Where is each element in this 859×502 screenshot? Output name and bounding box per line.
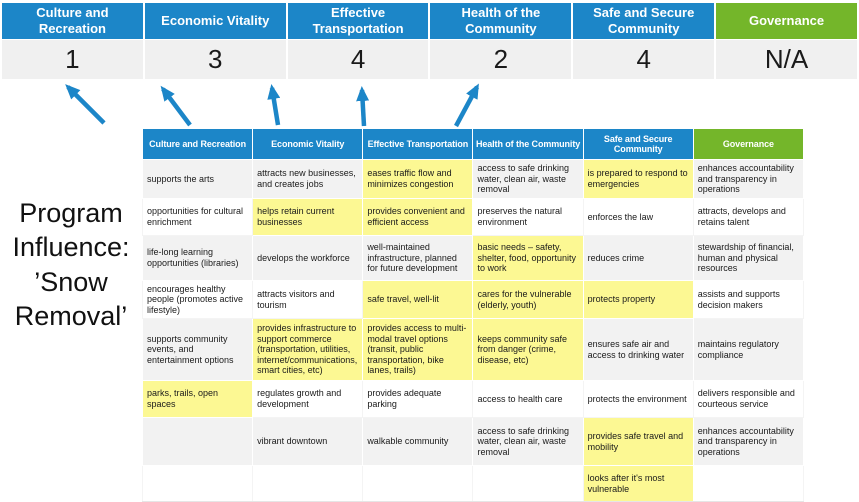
influence-matrix [142,128,804,502]
summary-column-culture-and-recreation [2,3,143,79]
table-row [143,199,804,236]
up-arrow-icon-transportation [272,88,278,125]
matrix-cell: reduces crime [583,236,693,281]
summary-score-economic-vitality: 3 [145,40,286,79]
matrix-header-safe-and-secure-community: Safe and Secure Community [583,129,693,160]
summary-header-effective-transportation: Effective Transportation [288,3,429,39]
matrix-cell: enhances accountability and transparency in operations [693,418,803,466]
summary-column-effective-transportation [288,3,429,79]
program-label-line: Influence: [12,232,130,263]
matrix-cell: protects the environment [583,381,693,418]
program-influence-label [0,196,142,333]
matrix-cell: maintains regulatory compliance [693,319,803,381]
matrix-cell: parks, trails, open spaces [143,381,253,418]
summary-scorecard [2,3,857,79]
summary-score-culture-and-recreation: 1 [2,40,143,79]
matrix-cell: keeps community safe from danger (crime, disease, etc) [473,319,583,381]
matrix-cell [143,418,253,466]
summary-score-health-of-the-community: 2 [430,40,571,79]
matrix-cell: vibrant downtown [253,418,363,466]
summary-column-safe-and-secure-community [573,3,714,79]
matrix-cell: preserves the natural environment [473,199,583,236]
matrix-cell: enforces the law [583,199,693,236]
matrix-cell: protects property [583,281,693,319]
matrix-cell: develops the workforce [253,236,363,281]
table-row [143,160,804,199]
table-row [143,236,804,281]
summary-header-culture-and-recreation: Culture and Recreation [2,3,143,39]
matrix-header-effective-transportation: Effective Transportation [363,129,473,160]
matrix-cell [473,466,583,502]
matrix-cell: looks after it's most vulnerable [583,466,693,502]
matrix-cell: assists and supports decision makers [693,281,803,319]
matrix-cell: life-long learning opportunities (libraries) [143,236,253,281]
table-row [143,418,804,466]
matrix-cell: supports the arts [143,160,253,199]
up-arrow-icon-economic [163,89,190,125]
matrix-cell: attracts, develops and retains talent [693,199,803,236]
summary-score-effective-transportation: 4 [288,40,429,79]
matrix-cell: provides infrastructure to support commerce (transportation, utilities, internet/communications, smart cities, etc) [253,319,363,381]
summary-score-safe-and-secure-community: 4 [573,40,714,79]
program-label-line: ’Snow [34,266,108,297]
matrix-cell: ensures safe air and access to drinking water [583,319,693,381]
program-label-line: Program [19,198,123,228]
matrix-cell: well-maintained infrastructure, planned for future development [363,236,473,281]
matrix-header-economic-vitality: Economic Vitality [253,129,363,160]
matrix-cell: eases traffic flow and minimizes congestion [363,160,473,199]
matrix-cell [143,466,253,502]
matrix-cell: basic needs – safety, shelter, food, opportunity to work [473,236,583,281]
up-arrow-icon-health [362,90,364,126]
table-row [143,381,804,418]
matrix-cell: provides safe travel and mobility [583,418,693,466]
summary-column-governance [716,3,857,79]
matrix-cell: cares for the vulnerable (elderly, youth) [473,281,583,319]
table-row [143,466,804,502]
matrix-header-row [143,129,804,160]
matrix-cell: access to safe drinking water, clean air, waste removal [473,418,583,466]
matrix-cell: provides access to multi-modal travel options (transit, public transportation, bike lanes, trails) [363,319,473,381]
up-arrow-icon-culture [68,87,104,123]
summary-score-governance: N/A [716,40,857,79]
matrix-cell: access to health care [473,381,583,418]
summary-header-health-of-the-community: Health of the Community [430,3,571,39]
matrix-cell: encourages healthy people (promotes active lifestyle) [143,281,253,319]
matrix-cell: access to safe drinking water, clean air, waste removal [473,160,583,199]
matrix-cell: provides convenient and efficient access [363,199,473,236]
matrix-cell: delivers responsible and courteous service [693,381,803,418]
matrix-cell [363,466,473,502]
matrix-cell: safe travel, well-lit [363,281,473,319]
influence-arrows [0,78,859,134]
program-label-line: Removal’ [14,300,128,331]
matrix-header-governance: Governance [693,129,803,160]
table-row [143,319,804,381]
matrix-cell: stewardship of financial, human and physical resources [693,236,803,281]
summary-column-health-of-the-community [430,3,571,79]
table-row [143,281,804,319]
matrix-cell: enhances accountability and transparency in operations [693,160,803,199]
matrix-cell: attracts visitors and tourism [253,281,363,319]
matrix-cell: supports community events, and entertainment options [143,319,253,381]
matrix-cell: walkable community [363,418,473,466]
matrix-cell [253,466,363,502]
matrix-cell [693,466,803,502]
matrix-cell: provides adequate parking [363,381,473,418]
summary-header-safe-and-secure-community: Safe and Secure Community [573,3,714,39]
matrix-cell: regulates growth and development [253,381,363,418]
matrix-cell: is prepared to respond to emergencies [583,160,693,199]
matrix-cell: helps retain current businesses [253,199,363,236]
matrix-header-culture-and-recreation: Culture and Recreation [143,129,253,160]
summary-header-governance: Governance [716,3,857,39]
up-arrow-icon-safe [456,87,477,126]
matrix-cell: opportunities for cultural enrichment [143,199,253,236]
matrix-cell: attracts new businesses, and creates jobs [253,160,363,199]
summary-header-economic-vitality: Economic Vitality [145,3,286,39]
matrix-header-health-of-the-community: Health of the Community [473,129,583,160]
summary-column-economic-vitality [145,3,286,79]
